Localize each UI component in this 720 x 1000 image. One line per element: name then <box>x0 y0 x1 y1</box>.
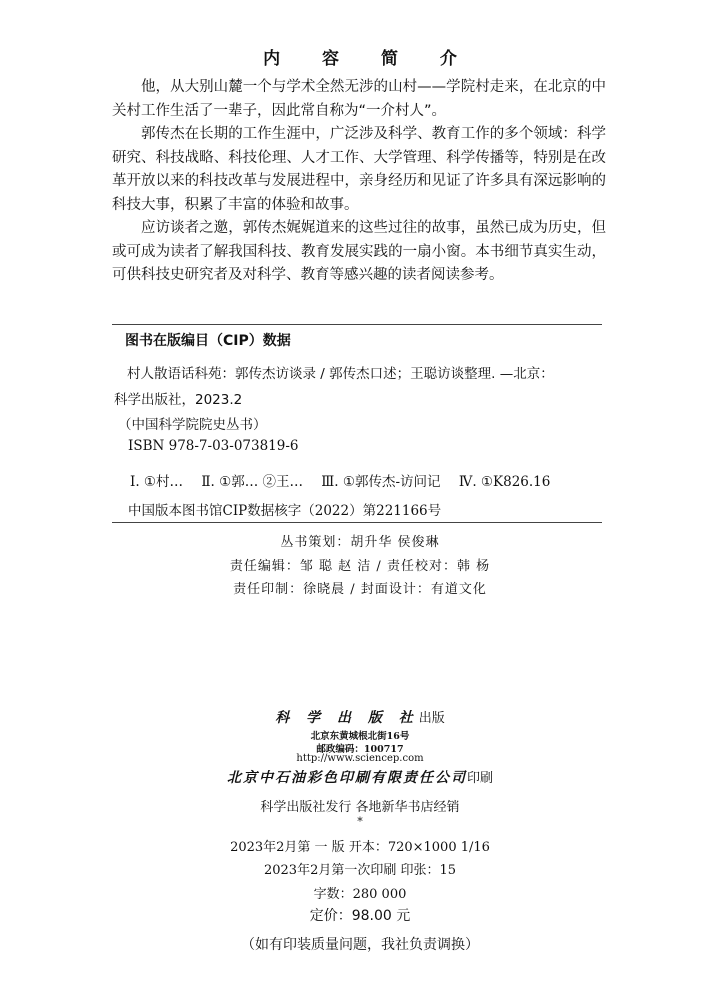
classification-item: Ⅳ. ①K826.16 <box>458 474 551 490</box>
cip-isbn: ISBN 978-7-03-073819-6 <box>128 438 299 454</box>
summary-paragraph-1: 他，从大别山麓一个与学术全然无涉的山村——学院村走来，在北京的中关村工作生活了一辈子，因此常自称为“一介村人”。 <box>112 79 606 119</box>
cip-classification <box>130 470 564 490</box>
cip-series: （中国科学院院史丛书） <box>118 417 267 433</box>
impression-info: 2023年2月第一次印刷 印张：15 <box>263 863 457 878</box>
quality-notice: （如有印装质量问题，我社负责调换） <box>241 937 479 953</box>
classification-item: Ⅱ. ①郭… ②王… <box>201 474 303 490</box>
distribution: 科学出版社发行 各地新华书店经销 <box>260 800 460 815</box>
word-count: 字数：280 000 <box>313 887 407 902</box>
publisher-suffix: 出版 <box>418 711 445 726</box>
printer-suffix: 印刷 <box>466 771 493 786</box>
divider-top <box>112 324 602 325</box>
summary-title: 内 容 简 介 <box>263 49 475 69</box>
publisher-url: http://www.sciencep.com <box>296 753 424 764</box>
cip-heading: 图书在版编目（CIP）数据 <box>125 333 291 349</box>
classification-item: Ⅲ. ①郭传杰-访问记 <box>321 474 441 490</box>
edition-info: 2023年2月第 一 版 开本：720×1000 1/16 <box>230 840 490 855</box>
responsible-editors: 责任编辑：邹 聪 赵 洁 / 责任校对：韩 杨 <box>229 559 491 574</box>
summary-body <box>112 76 606 288</box>
cip-line-1: 村人散语话科苑：郭传杰访谈录 / 郭传杰口述；王聪访谈整理. —北京： <box>127 366 554 382</box>
publisher-name: 科 学 出 版 社 <box>275 710 419 726</box>
summary-paragraph-3: 应访谈者之邀，郭传杰娓娓道来的这些过往的故事，虽然已成为历史，但或可成为读者了解我国科技、教育发展实践的一扇小窗。本书细节真实生动，可供科技史研究者及对科学、教育等感兴趣的读者阅读参考。 <box>112 220 606 283</box>
classification-item: Ⅰ. ①村… <box>130 474 184 490</box>
cip-line-2: 科学出版社，2023.2 <box>114 392 243 408</box>
printer-name: 北京中石油彩色印刷有限责任公司 <box>226 770 467 786</box>
series-planning: 丛书策划：胡升华 侯俊琳 <box>280 535 440 550</box>
postcode: 邮政编码：100717 <box>316 744 404 755</box>
price: 定价：98.00 元 <box>309 908 411 924</box>
cip-record: 中国版本图书馆CIP数据核字（2022）第221166号 <box>128 503 442 519</box>
publisher-address: 北京东黄城根北街16号 <box>310 731 410 742</box>
divider-bottom <box>112 522 602 523</box>
printer-line <box>0 767 720 787</box>
summary-paragraph-2: 郭传杰在长期的工作生涯中，广泛涉及科学、教育工作的多个领域：科学研究、科技战略、科技伦理、人才工作、大学管理、科学传播等，特别是在改革开放以来的科技改革与发展进程中，亲身经历和见证了许多具有深远影响的科技大事，积累了丰富的体验和故事。 <box>112 126 606 213</box>
printing-and-design: 责任印制：徐晓晨 / 封面设计：有道文化 <box>233 582 487 597</box>
publisher-line <box>0 707 720 727</box>
separator-star: * <box>357 815 363 828</box>
